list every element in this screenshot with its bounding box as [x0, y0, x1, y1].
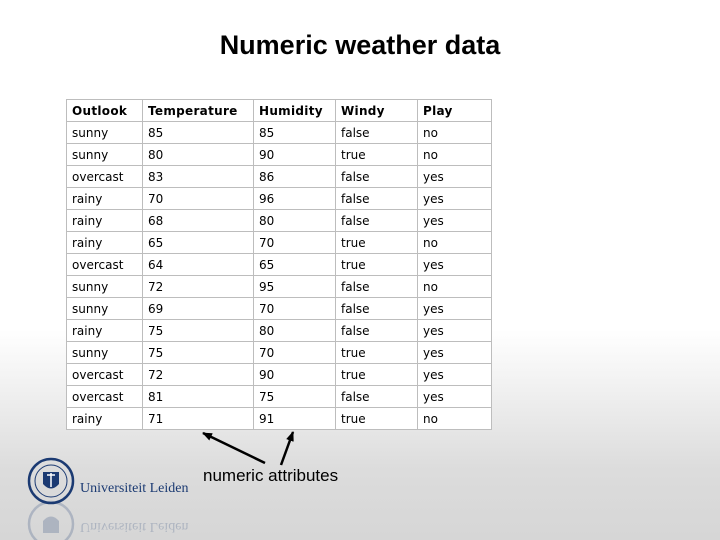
cell-temperature: 83 [143, 166, 254, 188]
cell-windy: true [336, 364, 418, 386]
cell-windy: false [336, 276, 418, 298]
cell-windy: true [336, 408, 418, 430]
cell-temperature: 70 [143, 188, 254, 210]
university-name-reflection: Universiteit Leiden [80, 519, 189, 534]
cell-windy: false [336, 210, 418, 232]
cell-outlook: overcast [67, 386, 143, 408]
cell-temperature: 75 [143, 320, 254, 342]
cell-play: yes [418, 210, 492, 232]
cell-outlook: sunny [67, 122, 143, 144]
cell-humidity: 75 [254, 386, 336, 408]
cell-temperature: 71 [143, 408, 254, 430]
cell-windy: false [336, 298, 418, 320]
arrow-to-humidity [281, 432, 293, 465]
cell-outlook: sunny [67, 298, 143, 320]
cell-outlook: overcast [67, 364, 143, 386]
cell-temperature: 69 [143, 298, 254, 320]
cell-windy: true [336, 232, 418, 254]
cell-humidity: 70 [254, 342, 336, 364]
cell-humidity: 70 [254, 298, 336, 320]
cell-play: no [418, 144, 492, 166]
annotation-label: numeric attributes [203, 466, 339, 485]
cell-windy: false [336, 122, 418, 144]
cell-play: yes [418, 342, 492, 364]
cell-play: yes [418, 166, 492, 188]
cell-play: no [418, 122, 492, 144]
cell-play: no [418, 232, 492, 254]
cell-temperature: 75 [143, 342, 254, 364]
cell-temperature: 81 [143, 386, 254, 408]
cell-play: yes [418, 364, 492, 386]
cell-humidity: 96 [254, 188, 336, 210]
cell-humidity: 70 [254, 232, 336, 254]
column-header-temperature: Temperature [143, 100, 254, 122]
cell-temperature: 64 [143, 254, 254, 276]
cell-outlook: overcast [67, 166, 143, 188]
column-header-humidity: Humidity [254, 100, 336, 122]
cell-humidity: 86 [254, 166, 336, 188]
cell-humidity: 80 [254, 210, 336, 232]
cell-outlook: rainy [67, 408, 143, 430]
cell-outlook: rainy [67, 210, 143, 232]
cell-windy: true [336, 342, 418, 364]
cell-windy: false [336, 320, 418, 342]
cell-outlook: rainy [67, 320, 143, 342]
cell-humidity: 85 [254, 122, 336, 144]
cell-windy: false [336, 386, 418, 408]
cell-outlook: sunny [67, 144, 143, 166]
column-header-outlook: Outlook [67, 100, 143, 122]
cell-play: yes [418, 298, 492, 320]
cell-windy: true [336, 144, 418, 166]
cell-temperature: 65 [143, 232, 254, 254]
cell-temperature: 72 [143, 276, 254, 298]
cell-temperature: 72 [143, 364, 254, 386]
cell-play: no [418, 408, 492, 430]
university-seal-icon [26, 456, 78, 540]
page-title: Numeric weather data [219, 30, 501, 60]
university-logo [26, 456, 196, 540]
cell-outlook: sunny [67, 342, 143, 364]
cell-humidity: 65 [254, 254, 336, 276]
column-header-play: Play [418, 100, 492, 122]
cell-play: no [418, 276, 492, 298]
cell-humidity: 90 [254, 364, 336, 386]
cell-outlook: rainy [67, 232, 143, 254]
cell-temperature: 80 [143, 144, 254, 166]
cell-outlook: overcast [67, 254, 143, 276]
cell-play: yes [418, 188, 492, 210]
cell-play: yes [418, 254, 492, 276]
arrow-to-temperature [203, 433, 265, 463]
column-header-windy: Windy [336, 100, 418, 122]
cell-outlook: rainy [67, 188, 143, 210]
cell-humidity: 95 [254, 276, 336, 298]
cell-temperature: 68 [143, 210, 254, 232]
cell-play: yes [418, 320, 492, 342]
cell-play: yes [418, 386, 492, 408]
cell-humidity: 90 [254, 144, 336, 166]
university-name: Universiteit Leiden [80, 481, 189, 496]
cell-windy: false [336, 188, 418, 210]
cell-humidity: 80 [254, 320, 336, 342]
cell-temperature: 85 [143, 122, 254, 144]
cell-humidity: 91 [254, 408, 336, 430]
cell-outlook: sunny [67, 276, 143, 298]
cell-windy: false [336, 166, 418, 188]
cell-windy: true [336, 254, 418, 276]
